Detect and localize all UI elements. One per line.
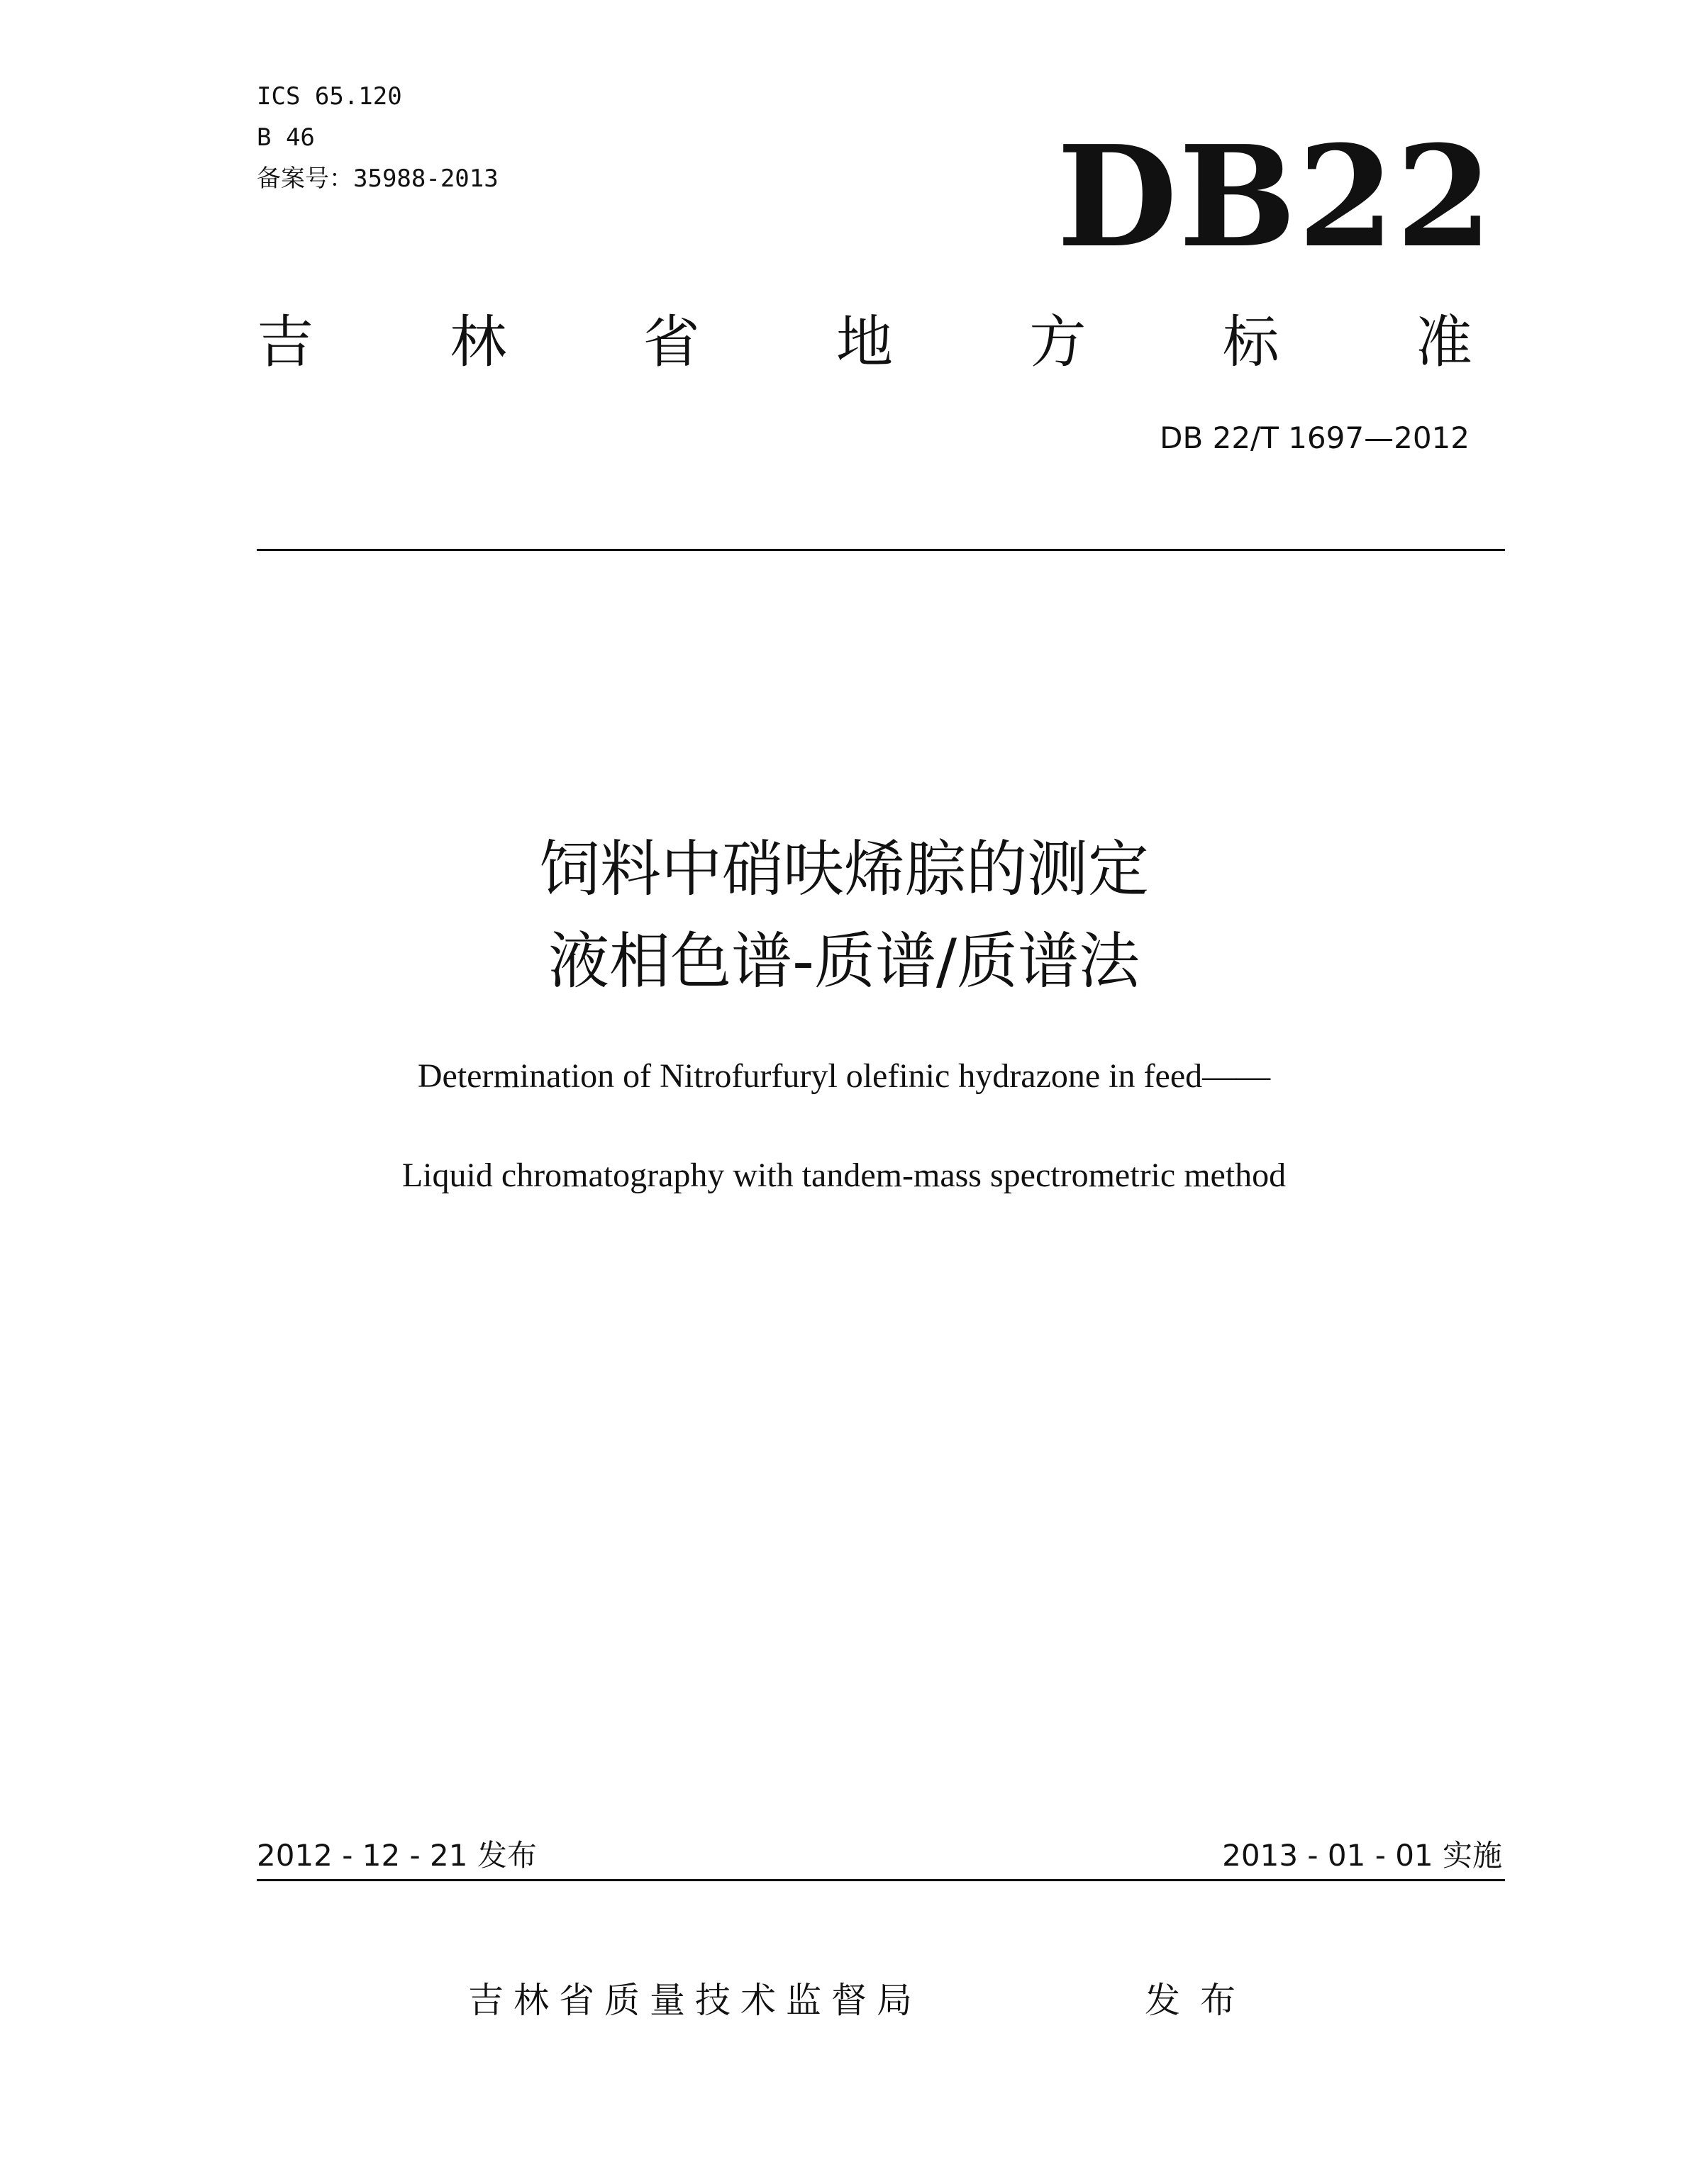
standard-type-char: 准 [1415, 309, 1472, 375]
issue-date: 2012 - 12 - 21 发布 [257, 1838, 537, 1873]
standard-type-char: 标 [1222, 309, 1279, 375]
standard-type-char: 省 [643, 309, 700, 375]
ccs-code: B 46 [257, 123, 315, 152]
standard-number: DB 22/T 1697—2012 [1160, 420, 1470, 455]
issue-label: 发布 [1145, 1980, 1255, 2021]
standard-type-char: 方 [1029, 309, 1087, 375]
header-divider [257, 549, 1505, 551]
standard-type-char: 林 [450, 309, 507, 375]
title-chinese-line-2: 液相色谱-质谱/质谱法 [548, 926, 1140, 997]
implementation-date: 2013 - 01 - 01 实施 [1222, 1838, 1502, 1873]
title-chinese-line-1: 饲料中硝呋烯腙的测定 [539, 834, 1149, 905]
standard-type [257, 303, 1472, 381]
ics-code: ICS 65.120 [257, 82, 402, 111]
title-english-line-2: Liquid chromatography with tandem-mass spectrometric method [401, 1157, 1287, 1194]
footer-divider [257, 1879, 1505, 1881]
db22-logo: DB22 [1057, 116, 1494, 279]
standard-type-char: 地 [835, 309, 893, 375]
standard-type-char: 吉 [257, 309, 313, 375]
title-english-line-1: Determination of Nitrofurfuryl olefinic hydrazone in feed—— [417, 1057, 1271, 1095]
issuing-authority: 吉林省质量技术监督局 [468, 1980, 922, 2021]
filing-number: 备案号：35988-2013 [257, 165, 499, 193]
